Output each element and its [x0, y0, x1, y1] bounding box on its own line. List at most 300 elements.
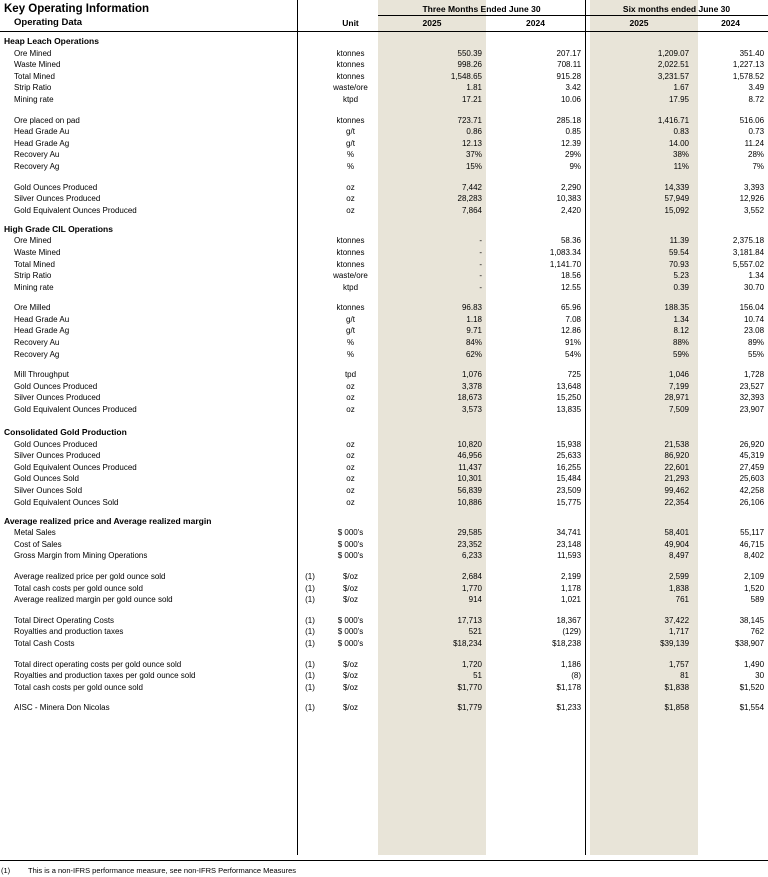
value-ytd-2025: 1,416.71: [657, 115, 690, 125]
value-ytd-2025: 21,293: [664, 474, 690, 484]
value-q2-2024: 65.96: [560, 303, 582, 313]
value-ytd-2024: 1,520: [744, 583, 765, 593]
value-ytd-2024: 1,227.13: [732, 60, 765, 70]
row-label: Head Grade Ag: [14, 138, 70, 148]
value-ytd-2024: $38,907: [735, 638, 765, 648]
header-year-q2-2025: 2025: [422, 17, 442, 28]
value-ytd-2024: $1,520: [739, 682, 765, 692]
row-label: Gross Margin from Mining Operations: [14, 551, 148, 561]
section-title: Consolidated Gold Production: [4, 427, 127, 438]
section-heading-spacer: [585, 32, 693, 47]
section-heading-spacer: [585, 220, 693, 234]
row-unit: ktonnes: [336, 259, 365, 269]
value-q2-2024: 54%: [565, 349, 582, 359]
value-ytd-2024: 1,728: [744, 370, 765, 380]
value-ytd-2024: 42,258: [739, 486, 765, 495]
value-ytd-2025: 3,231.57: [657, 71, 690, 81]
table-row: [0, 391, 768, 403]
value-q2-2024: 58.36: [560, 236, 582, 246]
value-ytd-2024: 23.08: [744, 326, 765, 336]
row-label: Strip Ratio: [14, 271, 52, 281]
row-label: Recovery Au: [14, 338, 60, 348]
value-q2-2024: 0.85: [565, 127, 582, 137]
spacer-cell: [0, 359, 768, 368]
section-heading-spacer: [378, 32, 486, 47]
value-ytd-2024: 25,603: [739, 474, 765, 484]
spacer-cell: [0, 560, 768, 569]
value-q2-2024: (129): [562, 627, 582, 637]
value-q2-2024: 12.86: [560, 326, 582, 336]
value-ytd-2024: 3.49: [748, 83, 765, 93]
row-unit: %: [346, 161, 355, 171]
value-ytd-2025: 22,601: [664, 462, 690, 472]
value-q2-2024: 34,741: [556, 528, 582, 538]
value-ytd-2025: 22,354: [664, 497, 690, 507]
row-footnote-ref: [297, 391, 323, 403]
value-q2-2024: 708.11: [557, 60, 582, 70]
value-q2-2025: 9.71: [466, 326, 482, 336]
row-footnote-ref: [297, 125, 323, 137]
value-ytd-2024: 8.72: [748, 94, 765, 104]
section-heading-spacer: [693, 220, 768, 234]
header-row-years: [0, 15, 768, 28]
section-heading-spacer: [297, 220, 323, 234]
table-row: [0, 136, 768, 148]
value-ytd-2025: 7,199: [668, 381, 690, 391]
table-row: [0, 593, 768, 605]
value-q2-2024: 23,509: [556, 486, 582, 495]
value-q2-2025: -: [479, 247, 482, 257]
value-ytd-2024: 3,393: [744, 182, 765, 192]
value-q2-2024: 11,593: [557, 551, 582, 561]
value-ytd-2025: 14.00: [668, 138, 690, 148]
value-q2-2024: 2,199: [560, 571, 582, 581]
row-unit: %: [346, 349, 355, 359]
section-heading-spacer: [585, 512, 693, 526]
value-q2-2025: 1,770: [461, 583, 482, 593]
value-q2-2025: 17,713: [457, 615, 482, 625]
value-ytd-2025: 1,717: [668, 627, 690, 637]
value-ytd-2024: 1,490: [744, 659, 765, 669]
value-q2-2025: $1,770: [457, 682, 482, 692]
section-heading-spacer: [297, 32, 323, 47]
value-q2-2025: 1,548.65: [450, 71, 482, 81]
section-heading-spacer: [323, 512, 378, 526]
table-row: [0, 192, 768, 204]
row-footnote-ref: (1): [305, 703, 315, 713]
row-footnote-ref: [297, 69, 323, 81]
row-unit: $ 000's: [337, 528, 364, 538]
row-label: Cost of Sales: [14, 539, 62, 549]
row-label: Total cash costs per gold ounce sold: [14, 682, 143, 692]
table-row: [0, 537, 768, 549]
row-label: AISC - Minera Don Nicolas: [14, 703, 110, 713]
table-row: [0, 81, 768, 93]
value-ytd-2025: 8,497: [668, 551, 690, 561]
row-footnote-ref: [297, 159, 323, 171]
value-ytd-2025: 59.54: [668, 247, 690, 257]
value-q2-2024: 2,290: [560, 182, 582, 192]
row-label: Total Mined: [14, 71, 55, 81]
value-ytd-2025: 5.23: [673, 271, 690, 281]
value-q2-2025: 23,352: [457, 539, 482, 549]
value-ytd-2025: 21,538: [664, 439, 690, 449]
footnote: [0, 866, 768, 875]
value-q2-2025: 10,820: [457, 439, 482, 449]
row-unit: g/t: [346, 326, 355, 336]
spacer-row: [0, 560, 768, 569]
value-ytd-2025: 0.83: [673, 127, 690, 137]
value-ytd-2024: 1.34: [748, 271, 765, 281]
row-unit: g/t: [346, 138, 355, 148]
table-row: [0, 234, 768, 246]
row-label: Gold Equivalent Ounces Produced: [14, 205, 137, 215]
value-ytd-2024: 2,109: [744, 571, 765, 581]
value-q2-2025: -: [479, 271, 482, 281]
row-unit: waste/ore: [333, 83, 368, 93]
row-label: Total cash costs per gold ounce sold: [14, 583, 143, 593]
row-footnote-ref: (1): [305, 638, 315, 648]
value-ytd-2025: 59%: [673, 349, 690, 359]
value-q2-2025: 1.18: [466, 314, 482, 324]
row-footnote-ref: [297, 437, 323, 449]
row-unit: ktonnes: [336, 303, 365, 313]
row-label: Silver Ounces Sold: [14, 486, 83, 495]
section-heading-spacer: [323, 423, 378, 437]
table-row: [0, 483, 768, 495]
row-unit: waste/ore: [333, 271, 368, 281]
spacer-unit: [323, 0, 378, 15]
table-row: [0, 347, 768, 359]
row-unit: oz: [346, 462, 355, 472]
value-q2-2024: $1,233: [556, 703, 582, 713]
table-row: [0, 449, 768, 461]
row-unit: oz: [346, 205, 355, 215]
value-ytd-2025: 8.12: [673, 326, 690, 336]
row-footnote-ref: [297, 92, 323, 104]
row-label: Total Mined: [14, 259, 55, 269]
value-q2-2025: 10,886: [457, 497, 482, 507]
value-ytd-2024: 8,402: [744, 551, 765, 561]
value-ytd-2025: 81: [680, 671, 690, 681]
spacer-row: [0, 104, 768, 113]
spacer-cell: [0, 292, 768, 301]
value-q2-2025: 17.21: [461, 94, 482, 104]
value-q2-2024: 1,178: [560, 583, 582, 593]
row-label: Silver Ounces Produced: [14, 194, 101, 204]
value-ytd-2025: 1,757: [668, 659, 690, 669]
value-q2-2025: 1,076: [461, 370, 482, 380]
value-q2-2025: 723.71: [457, 115, 482, 125]
header-three-months: Three Months Ended June 30: [378, 0, 585, 15]
row-footnote-ref: [297, 324, 323, 336]
row-footnote-ref: [297, 495, 323, 507]
spacer-row: [0, 171, 768, 180]
row-unit: $/oz: [342, 671, 359, 681]
value-q2-2025: 62%: [465, 349, 482, 359]
value-ytd-2024: 26,920: [739, 439, 765, 449]
value-q2-2025: 1.81: [466, 83, 482, 93]
value-ytd-2025: 49,904: [664, 539, 690, 549]
value-q2-2025: 56,839: [457, 486, 482, 495]
row-unit: oz: [346, 486, 355, 495]
value-q2-2024: 13,648: [556, 381, 582, 391]
row-label: Ore Milled: [14, 303, 51, 313]
value-ytd-2024: 762: [750, 627, 765, 637]
value-q2-2024: 9%: [569, 161, 582, 171]
row-unit: ktpd: [342, 94, 359, 104]
table-row: [0, 669, 768, 681]
table-row: [0, 335, 768, 347]
row-unit: tpd: [344, 370, 357, 380]
value-ytd-2024: 0.73: [748, 127, 765, 137]
table-row: [0, 159, 768, 171]
table-row: [0, 257, 768, 269]
section-title: Average realized price and Average realized margin: [4, 515, 212, 526]
value-ytd-2024: 55%: [748, 349, 765, 359]
section-heading-spacer: [323, 220, 378, 234]
row-footnote-ref: (1): [305, 595, 315, 605]
spacer-cell: [0, 104, 768, 113]
table-row: [0, 495, 768, 507]
spacer-cell: [0, 604, 768, 613]
value-ytd-2024: 516.06: [739, 115, 765, 125]
row-unit: $ 000's: [337, 615, 364, 625]
row-label: Mining rate: [14, 282, 54, 292]
value-ytd-2024: 351.40: [739, 48, 765, 58]
row-label: Gold Ounces Produced: [14, 381, 98, 391]
row-unit: oz: [346, 439, 355, 449]
row-footnote-ref: [297, 402, 323, 414]
row-unit: g/t: [346, 314, 355, 324]
value-ytd-2025: 70.93: [668, 259, 690, 269]
value-q2-2024: 10.06: [560, 94, 582, 104]
row-unit: oz: [346, 182, 355, 192]
value-q2-2024: 25,633: [556, 451, 582, 461]
section-heading-spacer: [378, 220, 486, 234]
value-ytd-2025: 761: [675, 595, 690, 605]
header-year-q2-2024: 2024: [526, 17, 545, 28]
row-unit: $/oz: [342, 703, 359, 713]
row-unit: $ 000's: [337, 638, 364, 648]
value-q2-2024: 12.55: [560, 282, 582, 292]
value-ytd-2025: 38%: [673, 150, 690, 160]
table-row: [0, 245, 768, 257]
value-ytd-2025: 58,401: [664, 528, 690, 538]
header-year-ytd-2025: 2025: [629, 17, 649, 28]
value-ytd-2025: 99,462: [664, 486, 690, 495]
value-q2-2025: 96.83: [461, 303, 482, 313]
page-title: Key Operating Information: [4, 3, 150, 15]
row-label: Recovery Ag: [14, 161, 60, 171]
row-footnote-ref: [297, 368, 323, 380]
table-row: [0, 203, 768, 215]
spacer-cell: [0, 648, 768, 657]
row-unit: ktpd: [342, 282, 359, 292]
row-label: Gold Equivalent Ounces Produced: [14, 405, 137, 415]
footnote-text: This is a non-IFRS performance measure, see non-IFRS Performance Measures: [28, 866, 297, 875]
table-row: [0, 368, 768, 380]
value-q2-2024: 207.17: [556, 48, 582, 58]
row-label: Average realized price per gold ounce sold: [14, 571, 166, 581]
value-q2-2024: $18,238: [552, 638, 582, 648]
value-ytd-2024: 46,715: [739, 539, 765, 549]
value-ytd-2024: 28%: [748, 150, 765, 160]
section-heading-row: [0, 512, 768, 526]
row-unit: oz: [346, 381, 355, 391]
row-footnote-ref: [297, 81, 323, 93]
table-row: [0, 125, 768, 137]
row-label: Royalties and production taxes: [14, 627, 124, 637]
value-ytd-2024: 26,106: [739, 497, 765, 507]
value-q2-2025: 914: [468, 595, 482, 605]
row-unit: oz: [346, 393, 355, 403]
row-unit: ktonnes: [336, 247, 365, 257]
value-q2-2024: 15,938: [556, 439, 582, 449]
row-footnote-ref: [297, 301, 323, 313]
value-q2-2025: 51: [473, 671, 482, 681]
table-row: [0, 526, 768, 538]
row-footnote-ref: [297, 312, 323, 324]
row-footnote-ref: [297, 549, 323, 561]
row-label: Strip Ratio: [14, 83, 52, 93]
value-ytd-2024: 2,375.18: [732, 236, 765, 246]
value-q2-2025: 29,585: [457, 528, 482, 538]
row-label: Gold Ounces Produced: [14, 439, 98, 449]
value-q2-2025: 7,864: [461, 205, 482, 215]
row-footnote-ref: (1): [305, 682, 315, 692]
table-row: [0, 402, 768, 414]
table-row: [0, 269, 768, 281]
row-label: Royalties and production taxes per gold ounce sold: [14, 671, 196, 681]
value-ytd-2024: 11.24: [744, 138, 765, 148]
value-q2-2025: 11,437: [458, 462, 482, 472]
table-row: [0, 569, 768, 581]
value-q2-2024: 18,367: [556, 615, 582, 625]
section-spacer-cell: [0, 414, 768, 423]
table-row: [0, 46, 768, 58]
table-row: [0, 680, 768, 692]
value-ytd-2024: 7%: [752, 161, 765, 171]
spacer-row: [0, 648, 768, 657]
row-label: Average realized margin per gold ounce sold: [14, 595, 173, 605]
value-q2-2025: 12.13: [461, 138, 482, 148]
row-footnote-ref: [297, 46, 323, 58]
row-unit: ktonnes: [336, 236, 365, 246]
section-heading-spacer: [693, 512, 768, 526]
row-footnote-ref: [297, 257, 323, 269]
row-footnote-ref: (1): [305, 571, 315, 581]
value-q2-2024: 1,141.70: [549, 259, 582, 269]
row-footnote-ref: (1): [305, 627, 315, 637]
value-ytd-2025: 37,422: [664, 615, 690, 625]
value-ytd-2024: 27,459: [739, 462, 765, 472]
row-unit: g/t: [346, 127, 355, 137]
row-label: Waste Mined: [14, 247, 61, 257]
row-unit: ktonnes: [336, 71, 365, 81]
row-unit: %: [346, 338, 355, 348]
row-footnote-ref: [297, 472, 323, 484]
value-ytd-2025: 88%: [673, 338, 690, 348]
value-ytd-2025: 28,971: [664, 393, 690, 403]
row-footnote-ref: [297, 148, 323, 160]
spacer-row: [0, 604, 768, 613]
row-label: Recovery Ag: [14, 349, 60, 359]
value-q2-2024: 3.42: [565, 83, 582, 93]
spacer-note: [297, 0, 323, 15]
table-row: [0, 581, 768, 593]
table-row: [0, 180, 768, 192]
row-label: Recovery Au: [14, 150, 60, 160]
row-unit: $/oz: [342, 571, 359, 581]
value-q2-2025: -: [479, 282, 482, 292]
row-unit: $ 000's: [337, 551, 364, 561]
spacer-cell: [0, 171, 768, 180]
row-label: Head Grade Au: [14, 127, 70, 137]
row-unit: oz: [346, 451, 355, 461]
table-row: [0, 657, 768, 669]
value-q2-2025: -: [479, 259, 482, 269]
value-q2-2024: 1,021: [560, 595, 582, 605]
value-ytd-2024: 89%: [748, 338, 765, 348]
value-ytd-2024: 3,552: [744, 205, 765, 215]
row-label: Head Grade Au: [14, 314, 70, 324]
row-label: Gold Ounces Produced: [14, 182, 98, 192]
value-ytd-2024: 30: [755, 671, 765, 681]
row-label: Mining rate: [14, 94, 54, 104]
table-row: [0, 69, 768, 81]
table-row: [0, 324, 768, 336]
row-label: Gold Ounces Sold: [14, 474, 79, 484]
row-unit: $/oz: [342, 583, 359, 593]
value-q2-2024: 1,186: [560, 659, 582, 669]
spacer-row: [0, 292, 768, 301]
table-row: [0, 460, 768, 472]
value-q2-2024: 15,775: [556, 497, 582, 507]
value-q2-2025: -: [479, 236, 482, 246]
value-ytd-2025: 14,339: [664, 182, 690, 192]
value-q2-2024: (8): [571, 671, 582, 681]
header-unit: Unit: [342, 17, 359, 28]
row-footnote-ref: [297, 136, 323, 148]
value-q2-2024: 91%: [565, 338, 582, 348]
row-label: Total Cash Costs: [14, 638, 75, 648]
header-six-months: Six months ended June 30: [585, 0, 768, 15]
value-q2-2025: 550.39: [457, 48, 482, 58]
value-q2-2024: 12.39: [560, 138, 582, 148]
footnote-mark: (1): [1, 866, 11, 875]
value-q2-2025: $1,779: [457, 703, 482, 713]
value-q2-2025: 10,301: [457, 474, 482, 484]
row-footnote-ref: [297, 526, 323, 538]
value-q2-2025: $18,234: [453, 638, 482, 648]
section-heading-spacer: [378, 423, 486, 437]
section-heading-row: [0, 423, 768, 437]
value-q2-2025: 15%: [465, 161, 482, 171]
value-ytd-2025: $1,838: [664, 682, 690, 692]
section-heading-spacer: [323, 32, 378, 47]
section-heading-spacer: [486, 512, 585, 526]
page-subtitle: Operating Data: [14, 16, 83, 28]
row-footnote-ref: [297, 335, 323, 347]
header-year-ytd-2024: 2024: [721, 17, 740, 28]
value-q2-2024: 15,484: [556, 474, 582, 484]
row-footnote-ref: [297, 113, 323, 125]
spacer-note-2: [297, 15, 323, 28]
table-row: [0, 613, 768, 625]
value-q2-2024: 285.18: [556, 115, 582, 125]
table-row: [0, 472, 768, 484]
